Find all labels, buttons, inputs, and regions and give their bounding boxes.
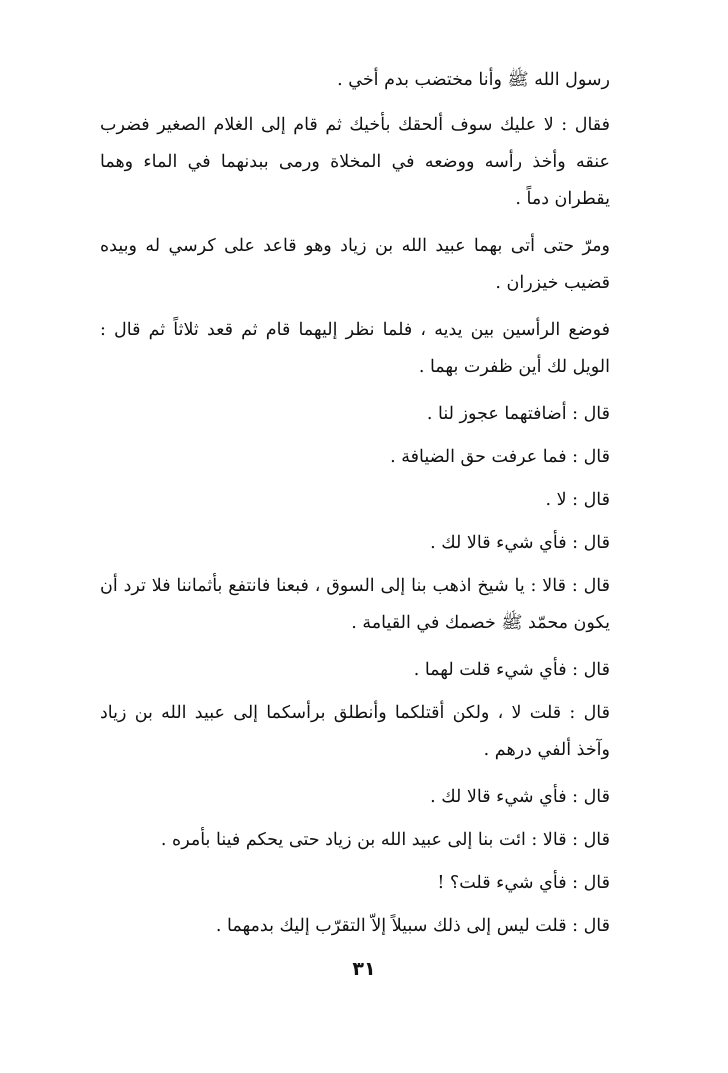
page-body [100,62,610,951]
paragraph-14: قال : فأي شيء قلت؟ ! [437,873,610,893]
paragraph-6: قال : فما عرفت حق الضيافة . [390,447,610,467]
page-number: ٣١ [352,958,376,980]
paragraph-7: قال : لا . [545,490,610,510]
paragraph-1: رسول الله ﷺ وأنا مختضب بدم أخي . [337,70,610,90]
paragraph-15: قال : قلت ليس إلى ذلك سبيلاً إلاّ التقرّب إليك بدمهما . [215,916,610,936]
paragraph-10: قال : فأي شيء قلت لهما . [413,660,610,680]
paragraph-8: قال : فأي شيء قالا لك . [430,533,610,553]
paragraph-12: قال : فأي شيء قالا لك . [430,787,610,807]
paragraph-9: قال : قالا : يا شيخ اذهب بنا إلى السوق ، فبعنا فانتفع بأثماننا فلا ترد أن يكون محمّد ﷺ خصمك في القيامة . [100,576,610,633]
paragraph-5: قال : أضافتهما عجوز لنا . [426,404,610,424]
paragraph-11: قال : قلت لا ، ولكن أقتلكما وأنطلق برأسكما إلى عبيد الله بن زياد وآخذ ألفي درهم . [100,703,610,760]
paragraph-2: فقال : لا عليك سوف ألحقك بأخيك ثم قام إلى الغلام الصغير فضرب عنقه وأخذ رأسه ووضعه في المخلاة ورمى ببدنهما في الماء وهما يقطران دماً . [100,115,610,209]
paragraph-3: ومرّ حتى أتى بهما عبيد الله بن زياد وهو قاعد على كرسي له وبيده قضيب خيزران . [100,236,610,293]
paragraph-4: فوضع الرأسين بين يديه ، فلما نظر إليهما قام ثم قعد ثلاثاً ثم قال : الويل لك أين ظفرت بهما . [100,320,610,377]
paragraph-13: قال : قالا : ائت بنا إلى عبيد الله بن زياد حتى يحكم فينا بأمره . [160,830,610,850]
